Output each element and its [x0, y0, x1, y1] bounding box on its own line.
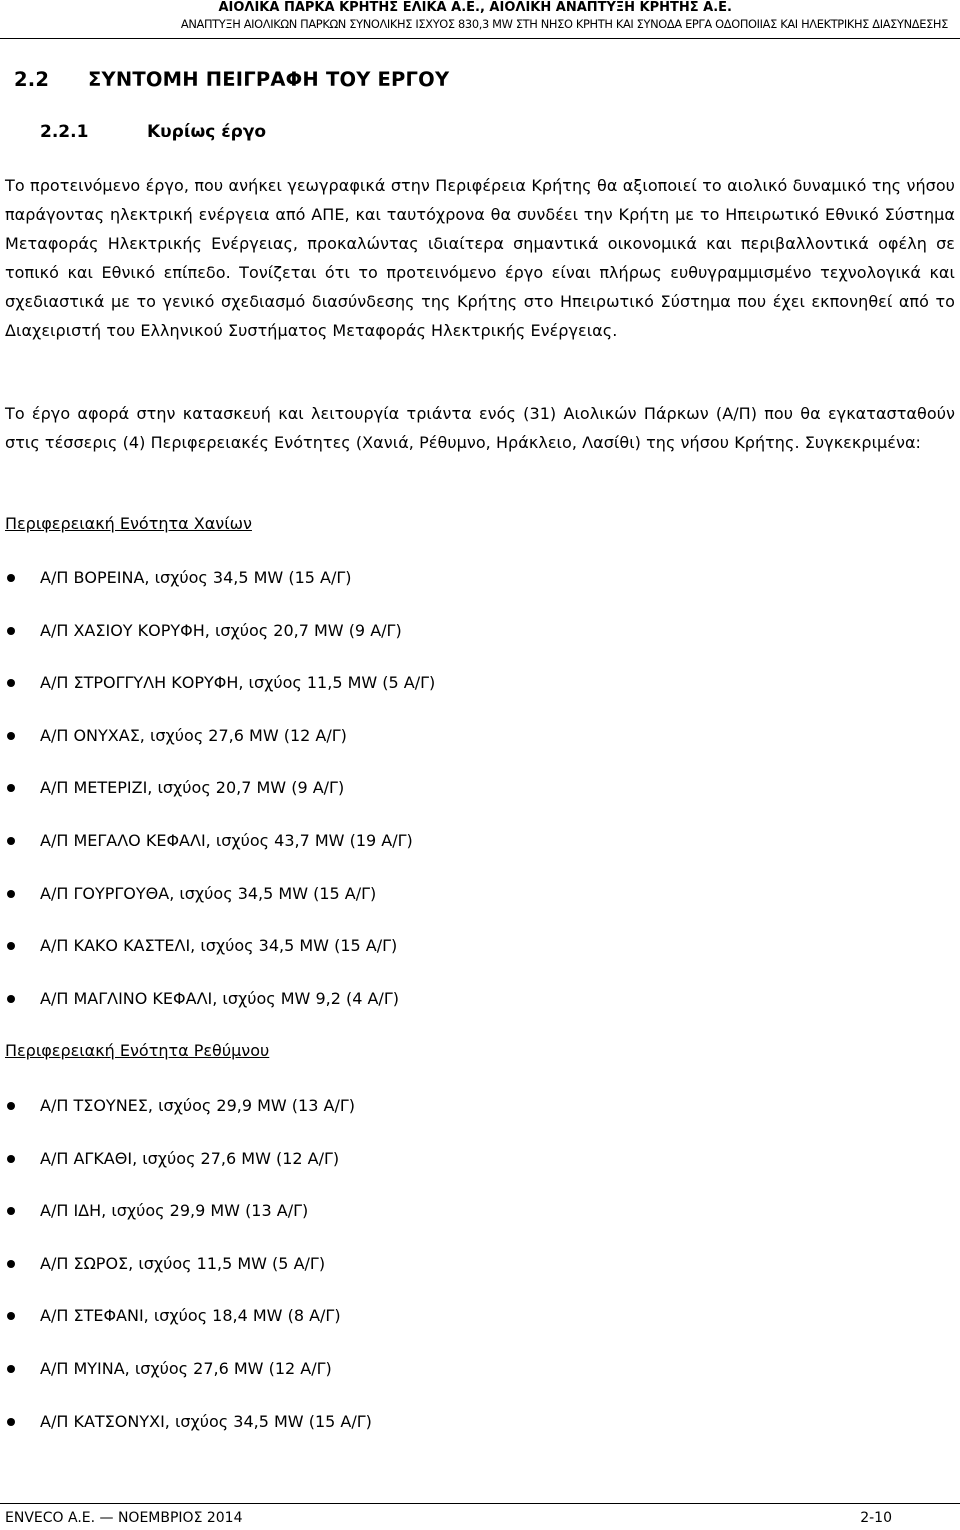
region-heading-rethymno: Περιφερειακή Ενότητα Ρεθύμνου — [5, 1041, 270, 1060]
bullet-icon — [7, 1365, 15, 1373]
section-heading — [14, 68, 449, 91]
subsection-number: 2.2.1 — [40, 122, 89, 142]
wind-farm-entry: Α/Π ΜΑΓΛΙΝΟ ΚΕΦΑΛΙ, ισχύος MW 9,2 (4 Α/Γ) — [40, 988, 399, 1008]
bullet-icon — [7, 679, 15, 687]
bullet-icon — [7, 627, 15, 635]
header-companies: ΑΙΟΛΙΚΑ ΠΑΡΚΑ ΚΡΗΤΗΣ ΕΛΙΚΑ Α.Ε., ΑΙΟΛΙΚΗ ΑΝΑΠΤΥΞΗ ΚΡΗΤΗΣ Α.Ε. — [218, 0, 732, 15]
wind-farm-entry: Α/Π ΜΕΤΕΡΙΖΙ, ισχύος 20,7 MW (9 Α/Γ) — [40, 778, 345, 798]
section-title: ΣΥΝΤΟΜΗ ΠΕΙΓΡΑΦΗ ΤΟΥ ΕΡΓΟΥ — [88, 68, 450, 91]
bullet-icon — [7, 890, 15, 898]
bullet-icon — [7, 574, 15, 582]
bullet-icon — [7, 837, 15, 845]
bullet-icon — [7, 1260, 15, 1268]
bullet-icon — [7, 1102, 15, 1110]
footer-company-date: ENVECO A.E. — ΝΟΕΜΒΡΙΟΣ 2014 — [5, 1510, 243, 1526]
scope-paragraph: Το έργο αφορά στην κατασκευή και λειτουργία τριάντα ενός (31) Αιολικών Πάρκων (Α/Π) που θα εγκατασταθούν στις τέσσερις (4) Περιφερειακές Ενότητες (Χανιά, Ρέθυμνο, Ηράκλειο, Λασίθι) της νήσου Κρήτης. Συγκεκριμένα: — [5, 404, 955, 452]
wind-farm-entry: Α/Π ΚΑΤΣΟΝΥΧΙ, ισχύος 34,5 MW (15 Α/Γ) — [40, 1411, 372, 1431]
bullet-icon — [7, 784, 15, 792]
wind-farm-entry: Α/Π ΣΩΡΟΣ, ισχύος 11,5 MW (5 Α/Γ) — [40, 1253, 326, 1273]
subsection-heading — [40, 122, 266, 142]
wind-farm-entry: Α/Π ΚΑΚΟ ΚΑΣΤΕΛΙ, ισχύος 34,5 MW (15 Α/Γ) — [40, 936, 398, 956]
wind-farm-entry: Α/Π ΜΕΓΑΛΟ ΚΕΦΑΛΙ, ισχύος 43,7 MW (19 Α/Γ) — [40, 830, 413, 850]
region-heading-chania: Περιφερειακή Ενότητα Χανίων — [5, 514, 252, 533]
wind-farm-entry: Α/Π ΤΣΟΥΝΕΣ, ισχύος 29,9 MW (13 Α/Γ) — [40, 1096, 355, 1115]
wind-farm-entry: Α/Π ΣΤΕΦΑΝΙ, ισχύος 18,4 MW (8 Α/Γ) — [40, 1306, 341, 1326]
subsection-title: Κυρίως έργο — [147, 122, 267, 142]
wind-farm-entry: Α/Π ΧΑΣΙΟΥ ΚΟΡΥΦΗ, ισχύος 20,7 MW (9 Α/Γ) — [40, 620, 402, 640]
bullet-icon — [7, 1418, 15, 1426]
wind-farm-entry: Α/Π ΜΥΙΝΑ, ισχύος 27,6 MW (12 Α/Γ) — [40, 1358, 332, 1378]
page-number: 2-10 — [860, 1510, 892, 1526]
header-project-title: ΑΝΑΠΤΥΞΗ ΑΙΟΛΙΚΩΝ ΠΑΡΚΩΝ ΣΥΝΟΛΙΚΗΣ ΙΣΧΥΟΣ 830,3 MW ΣΤΗ ΝΗΣΟ ΚΡΗΤΗ ΚΑΙ ΣΥΝΟΔΑ ΕΡΓΑ ΟΔΟΠΟΙΙΑΣ ΚΑΙ ΗΛΕΚΤΡΙΚΗΣ ΔΙΑΣΥΝΔΕΣΗΣ — [180, 17, 948, 31]
wind-farm-entry: Α/Π ΑΓΚΑΘΙ, ισχύος 27,6 MW (12 Α/Γ) — [40, 1148, 340, 1168]
wind-farm-entry: Α/Π ΒΟΡΕΙΝΑ, ισχύος 34,5 MW (15 Α/Γ) — [40, 568, 352, 587]
wind-farm-entry: Α/Π ΙΔΗ, ισχύος 29,9 MW (13 Α/Γ) — [40, 1201, 309, 1221]
bullet-icon — [7, 942, 15, 950]
bullet-icon — [7, 1155, 15, 1163]
header-divider — [0, 38, 960, 39]
wind-farm-entry: Α/Π ΓΟΥΡΓΟΥΘΑ, ισχύος 34,5 MW (15 Α/Γ) — [40, 883, 377, 903]
bullet-icon — [7, 995, 15, 1003]
section-number: 2.2 — [14, 68, 50, 91]
bullet-icon — [7, 1207, 15, 1215]
bullet-icon — [7, 1312, 15, 1320]
bullet-icon — [7, 732, 15, 740]
intro-paragraph: Το προτεινόμενο έργο, που ανήκει γεωγραφικά στην Περιφέρεια Κρήτης θα αξιοποιεί το αιολικό δυναμικό της νήσου παράγοντας ηλεκτρική ενέργεια από ΑΠΕ, και ταυτόχρονα θα συνδέει την Κρήτη με το Ηπειρωτικό Εθνικό Σύστημα Μεταφοράς Ηλεκτρικής Ενέργειας, προκαλώντας ιδιαίτερα σημαντικά οικονομικά και περιβαλλοντικά οφέλη σε τοπικό και Εθνικό επίπεδο. Τονίζεται ότι το προτεινόμενο έργο είναι πλήρως ευθυγραμμισμένο τεχνολογικά και σχεδιαστικά με το γενικό σχεδιασμό διασύνδεσης της Κρήτης στο Ηπειρωτικό Σύστημα που έχει εκπονηθεί από το Διαχειριστή του Ελληνικού Συστήματος Μεταφοράς Ηλεκτρικής Ενέργειας. — [5, 176, 955, 340]
wind-farm-entry: Α/Π ΟΝΥΧΑΣ, ισχύος 27,6 MW (12 Α/Γ) — [40, 725, 347, 745]
footer-divider — [0, 1503, 960, 1504]
wind-farm-entry: Α/Π ΣΤΡΟΓΓΥΛΗ ΚΟΡΥΦΗ, ισχύος 11,5 MW (5 Α/Γ) — [40, 673, 436, 693]
